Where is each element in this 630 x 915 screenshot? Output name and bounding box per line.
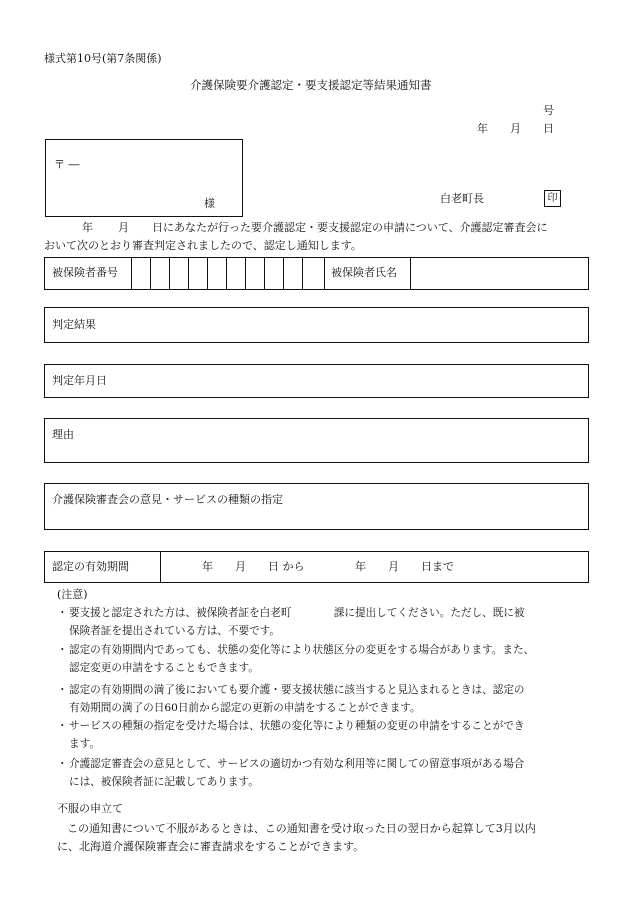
bullet-mark: ・ [57,720,68,732]
notes-heading: (注意) [57,588,88,601]
digit-cell [207,258,208,289]
note-line: 認定の有効期間内であっても、状態の変化等により状態区分の変更をする場合があります。また、 [69,644,535,656]
note-line: 有効期間の満了の日60日前から認定の更新の申請をすることができます。 [69,702,421,714]
bullet-mark: ・ [57,644,68,656]
seal-mark: 印 [544,190,561,207]
date-month: 月 [510,122,521,135]
document-title: 介護保険要介護認定・要支援認定等結果通知書 [190,78,432,92]
digit-cell [169,258,170,289]
note-item [57,717,587,753]
date-day: 日 [543,122,554,135]
note-item [57,681,587,717]
note-line: ます。 [69,738,100,750]
reason-label: 理由 [52,428,74,441]
note-line: 介護認定審査会の意見として、サービスの適切かつ有効な利用等に関しての留意事項がある場合 [69,758,525,770]
intro-year: 年 [82,221,93,234]
digit-cell [302,258,303,289]
validity-separator [160,552,161,582]
appeal-line2: に、北海道介護保険審査会に審査請求をすることができます。 [57,840,365,853]
note-item [57,604,587,640]
insured-row [44,257,589,290]
issuer-name: 白老町長 [440,192,484,205]
intro-text-line2: おいて次のとおり審査判定されましたので、認定し通知します。 [44,239,362,252]
appeal-line1: この通知書について不服があるときは、この通知書を受け取った日の翌日から起算して3月以内 [67,822,536,835]
postal-code: 〒 ― [54,158,80,171]
result-label: 判定結果 [52,318,96,331]
intro-text-line1: 日にあなたが行った要介護認定・要支援認定の申請について、介護認定審査会に [152,221,548,234]
bullet-mark: ・ [57,607,68,619]
intro-month: 月 [118,221,129,234]
note-item [57,755,587,791]
note-line: 保険者証を提出されている方は、不要です。 [69,625,281,637]
note-line: には、被保険者証に記載してあります。 [69,776,259,788]
name-value-cell [410,258,411,289]
validity-from: 年 月 日 から [202,560,305,573]
date-year: 年 [477,122,488,135]
note-line: 認定変更の申請をすることもできます。 [69,662,259,674]
digit-cell [283,258,284,289]
note-item [57,641,587,677]
note-line: 要支援と認定された方は、被保険者証を白老町 課に提出してください。ただし、既に被 [69,607,525,619]
digit-cell [150,258,151,289]
reason-field [44,418,589,463]
validity-period-label: 認定の有効期間 [52,560,129,573]
form-number: 様式第10号(第7条関係) [44,52,162,65]
number-label: 号 [543,104,554,117]
committee-opinion-label: 介護保険審査会の意見・サービスの種類の指定 [52,493,283,506]
note-line: 認定の有効期間の満了後においても要介護・要支援状態に該当すると見込まれるときは、認定の [69,684,525,696]
validity-to: 年 月 日まで [355,560,454,573]
insured-number-label: 被保険者番号 [52,266,118,279]
digit-cell [245,258,246,289]
committee-opinion-field [44,483,589,530]
digit-cell [264,258,265,289]
name-separator [324,258,325,289]
digit-cell [226,258,227,289]
validity-period-row [44,551,589,583]
digit-cell [131,258,132,289]
digit-cell [188,258,189,289]
bullet-mark: ・ [57,758,68,770]
result-field [44,307,589,343]
bullet-mark: ・ [57,684,68,696]
note-line: サービスの種類の指定を受けた場合は、状態の変化等により種類の変更の申請をすることができ [69,720,525,732]
judgment-date-label: 判定年月日 [52,374,107,387]
insured-name-label: 被保険者氏名 [331,266,397,279]
judgment-date-field [44,364,589,398]
appeal-heading: 不服の申立て [57,802,123,815]
addressee-honorific: 様 [204,197,215,210]
address-box [45,139,243,217]
